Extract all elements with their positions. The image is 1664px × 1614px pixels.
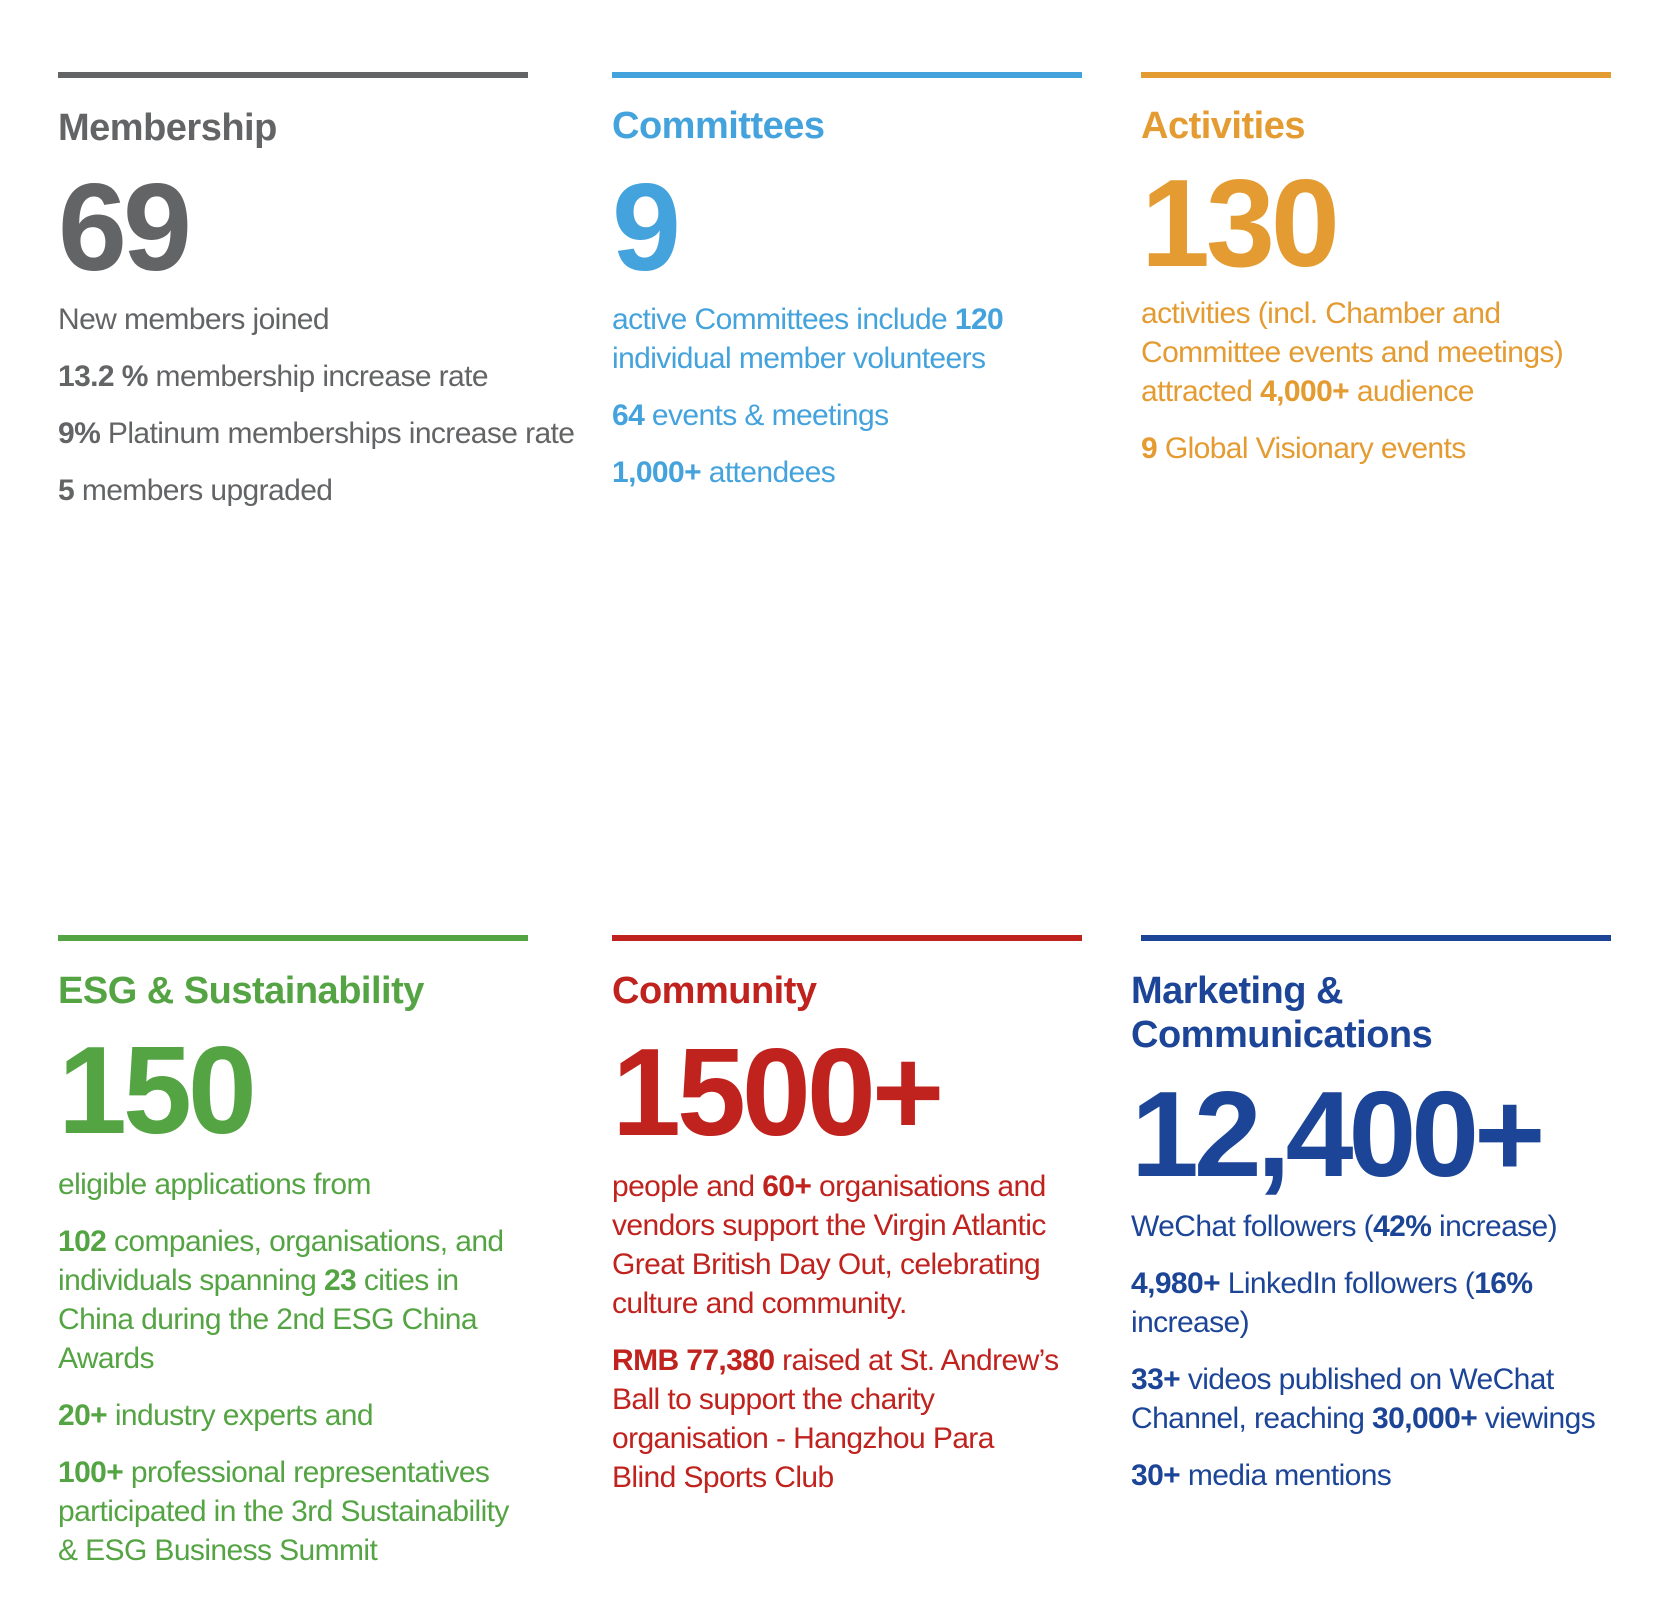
- marketing-title-line-2: Communications: [1131, 1014, 1433, 1056]
- marketing-card: [1131, 935, 1611, 1513]
- marketing-details: [1131, 1207, 1611, 1495]
- community-line-1: people and 60+ organisations and vendors support the Virgin Atlantic Great British Day Out, celebrating culture and community.: [612, 1170, 1046, 1320]
- community-line-2: RMB 77,380 raised at St. Andrew’s Ball to support the charity organisation - Hangzhou Para Blind Sports Club: [612, 1344, 1059, 1494]
- committees-line-1: active Committees include 120 individual member volunteers: [612, 303, 1004, 375]
- marketing-line-4: 30+ media mentions: [1131, 1459, 1392, 1492]
- committees-big-number: 9: [612, 159, 677, 297]
- community-big-number: 1500+: [612, 1024, 941, 1162]
- membership-line-4: 5 members upgraded: [58, 474, 333, 507]
- activities-big-number: 130: [1141, 155, 1336, 293]
- committees-line-3: 1,000+ attendees: [612, 456, 836, 489]
- membership-big-number: 69: [58, 159, 188, 297]
- community-details: [612, 1167, 1062, 1497]
- committees-card: [612, 72, 1082, 510]
- marketing-line-3: 33+ videos published on WeChat Channel, reaching 30,000+ viewings: [1131, 1363, 1596, 1435]
- esg-title: ESG & Sustainability: [58, 970, 424, 1012]
- esg-line-3: 20+ industry experts and: [58, 1399, 373, 1432]
- membership-card: [58, 72, 575, 528]
- esg-big-number: 150: [58, 1022, 253, 1160]
- membership-line-3: 9% Platinum memberships increase rate: [58, 417, 575, 450]
- committees-line-2: 64 events & meetings: [612, 399, 889, 432]
- marketing-line-2: 4,980+ LinkedIn followers (16% increase): [1131, 1267, 1533, 1339]
- activities-line-2: 9 Global Visionary events: [1141, 432, 1466, 465]
- community-rule: [612, 935, 1082, 941]
- marketing-big-number: 12,400+: [1131, 1066, 1541, 1202]
- membership-details: [58, 300, 598, 510]
- community-title: Community: [612, 970, 817, 1012]
- activities-details: [1141, 294, 1601, 468]
- esg-rule: [58, 935, 528, 941]
- esg-line-2: 102 companies, organisations, and individuals spanning 23 cities in China during the 2nd ESG China Awards: [58, 1225, 504, 1375]
- esg-details: [58, 1165, 528, 1570]
- activities-rule: [1141, 72, 1611, 78]
- activities-title: Activities: [1141, 105, 1305, 147]
- membership-line-1: New members joined: [58, 303, 329, 336]
- esg-line-4: 100+ professional representatives participated in the 3rd Sustainability & ESG Business Summit: [58, 1456, 509, 1567]
- membership-line-2: 13.2 % membership increase rate: [58, 360, 488, 393]
- activities-card: [1141, 72, 1611, 486]
- marketing-title-line-1: Marketing &: [1131, 970, 1343, 1012]
- committees-rule: [612, 72, 1082, 78]
- marketing-title: [1131, 969, 1611, 1057]
- esg-card: [58, 935, 528, 1588]
- esg-line-1: eligible applications from: [58, 1168, 371, 1201]
- community-card: [612, 935, 1082, 1515]
- membership-title: Membership: [58, 107, 277, 149]
- membership-rule: [58, 72, 528, 78]
- marketing-rule: [1141, 935, 1611, 941]
- activities-line-1: activities (incl. Chamber and Committee events and meetings) attracted 4,000+ audience: [1141, 297, 1564, 408]
- committees-title: Committees: [612, 105, 825, 147]
- marketing-line-1: WeChat followers (42% increase): [1131, 1210, 1558, 1243]
- committees-details: [612, 300, 1032, 492]
